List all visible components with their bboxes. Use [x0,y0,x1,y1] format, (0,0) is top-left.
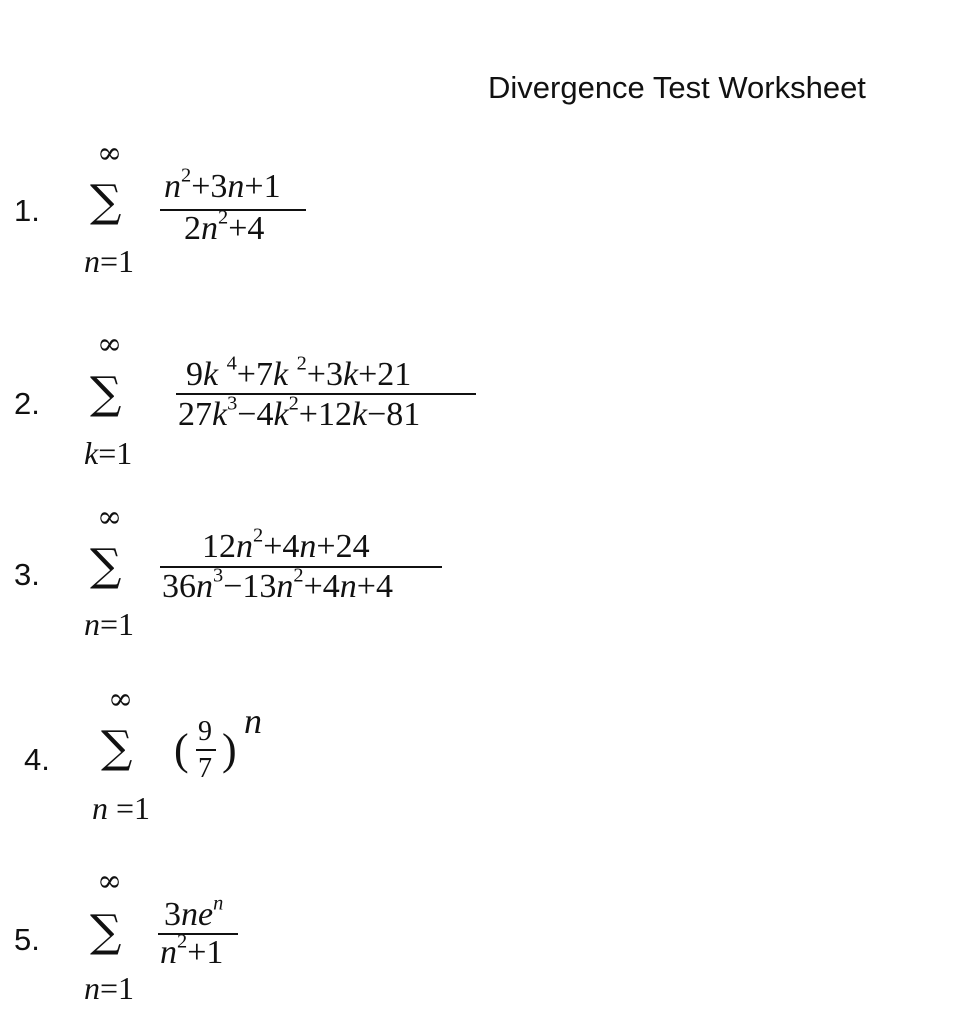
fraction-numerator: $3ne^n$ [164,892,224,933]
sum-lower-limit: n=1 [84,243,135,279]
fraction-numerator: 9k $^4$+7k $^2$+3k+21 [186,352,412,393]
base-numerator: 9 [198,716,212,747]
sum-lower-limit: n =1 [92,790,151,826]
base-denominator: 7 [198,753,212,784]
fraction-denominator: $36n^3-13n^2+4n+4$ [162,564,393,605]
sum-upper-limit: ∞ [97,136,122,171]
sum-upper-limit: ∞ [108,682,133,717]
fraction-numerator: $12n^2+4n+24$ [202,524,370,565]
problem-number: 5. [14,922,40,957]
sum-upper-limit: ∞ [97,864,122,899]
right-parenthesis: ) [222,725,237,774]
exponent: n [244,701,262,741]
problem-number: 3. [14,557,40,592]
problem-number: 1. [14,193,40,228]
summation-symbol: ∑ [90,176,122,227]
sum-upper-limit: ∞ [97,327,122,362]
summation-symbol: ∑ [90,906,122,957]
fraction-denominator: $2n^2+4$ [184,206,265,247]
sum-lower-limit: n=1 [84,970,135,1006]
sum-lower-limit: k=1 [84,435,133,471]
fraction-denominator: $n^2+1$ [160,930,224,971]
summation-symbol: ∑ [90,368,122,419]
sum-lower-limit: n=1 [84,606,135,642]
fraction-bar [196,749,216,751]
fraction-bar [176,393,476,395]
sum-upper-limit: ∞ [97,500,122,535]
fraction-numerator: $n^2+3n+1$ [164,164,281,205]
summation-symbol: ∑ [90,540,122,591]
fraction-denominator: $27k^3-4k^2+12k-81$ [178,392,421,433]
problem-number: 4. [24,742,50,777]
left-parenthesis: ( [174,725,189,774]
summation-symbol: ∑ [101,722,133,773]
worksheet-title: Divergence Test Worksheet [488,70,866,105]
problem-number: 2. [14,386,40,421]
